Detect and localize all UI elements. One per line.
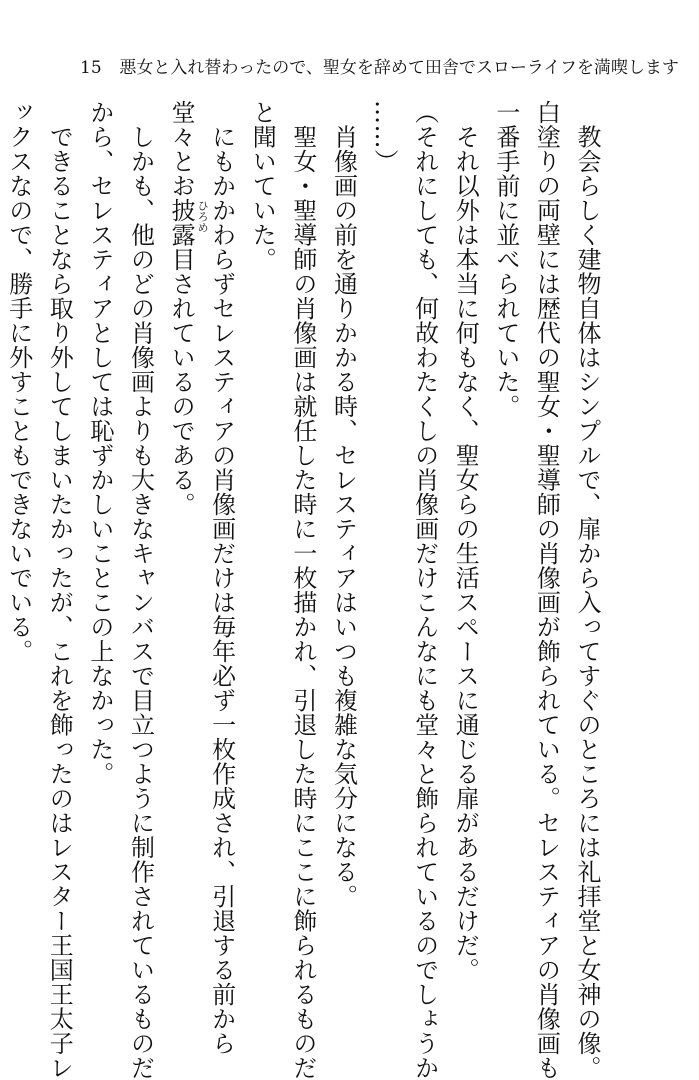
text-line: 聖女・聖導師の肖像画は就任した時に一枚描かれ、引退した時にここに飾られるものだ — [288, 100, 317, 1080]
vertical-body-text — [4, 100, 607, 1080]
text-segment: されているのである。 — [167, 271, 196, 517]
page-number: 15 — [80, 58, 102, 78]
text-line: できることなら取り外してしまいたかったが、これを飾ったのはレスター王国王太子レ — [45, 100, 74, 1080]
ruby-base: 披露目 — [167, 198, 196, 272]
text-line: にもかかわらずセレスティアの肖像画だけは毎年必ず一枚作成され、引退する前から — [207, 100, 236, 1056]
text-line: ックスなので、勝手に外すこともできないでいる。 — [4, 100, 33, 664]
text-line: 一番手前に並べられていた。 — [491, 100, 520, 419]
text-line: 肖像画の前を通りかかる時、セレスティアはいつも複雑な気分になる。 — [329, 100, 358, 909]
text-line: 教会らしく建物自体はシンプルで、扉から入ってすぐのところには礼拝堂と女神の像。 — [573, 100, 601, 1080]
text-line: 白塗りの両壁には歴代の聖女・聖導師の肖像画が飾られている。セレスティアの肖像画も — [532, 100, 561, 1080]
furigana: ひろめ — [196, 200, 210, 233]
text-segment: 堂々とお — [167, 100, 196, 198]
text-line: （それにしても、何故わたくしの肖像画だけこんなにも堂々と飾られているのでしょうか — [410, 100, 439, 1080]
text-line: しかも、他のどの肖像画よりも大きなキャンバスで目立つように制作されているものだ — [126, 100, 155, 1080]
text-line: から、セレスティアとしては恥ずかしいことこの上なかった。 — [85, 100, 114, 786]
running-header — [80, 56, 679, 80]
text-line: と聞いていた。 — [248, 100, 277, 272]
text-line: それ以外は本当に何もなく、聖女らの生活スペースに通じる扉があるだけだ。 — [451, 100, 480, 982]
text-line-with-ruby — [160, 100, 210, 970]
ruby-annotated-word — [167, 198, 210, 272]
text-line: ……） — [370, 100, 399, 174]
book-title: 悪女と入れ替わったので、聖女を辞めて田舎でスローライフを満喫します — [119, 58, 679, 78]
